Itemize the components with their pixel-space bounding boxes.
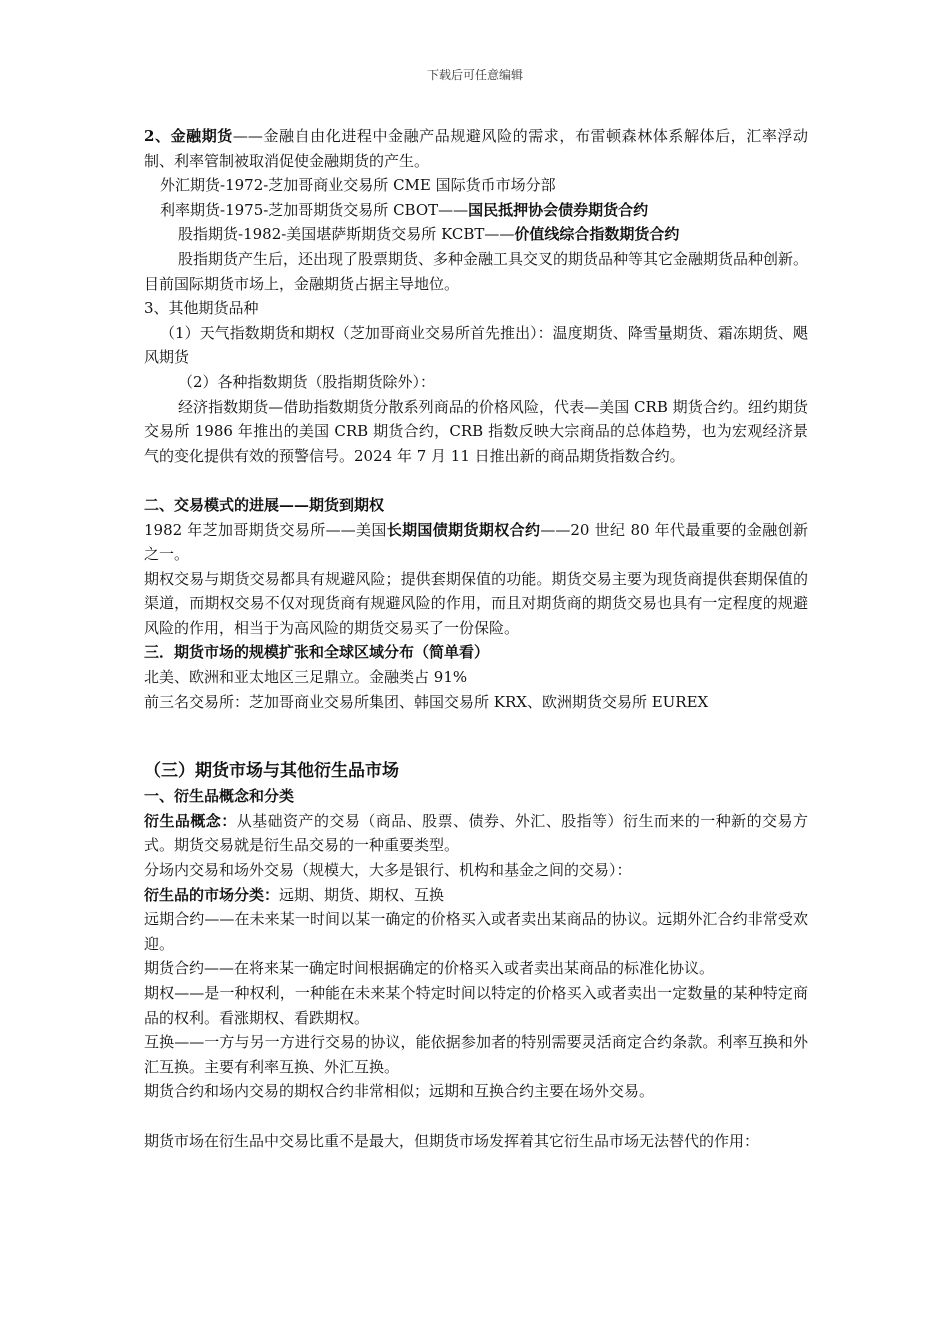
paragraph-exchange-otc: 分场内交易和场外交易（规模大，大多是银行、机构和基金之间的交易）： <box>144 861 632 880</box>
page-header: 下载后可任意编辑 <box>426 68 523 82</box>
heading-financial-futures: 2、金融期货 <box>144 127 233 145</box>
document-body <box>144 124 808 1153</box>
paragraph-options-1982: 1982 年芝加哥期货交易所——美国长期国债期货期权合约——20 世纪 80 年代最重要的金融创新之一。 <box>144 520 808 564</box>
paragraph-weather-futures: （1）天气指数期货和期权（芝加哥商业交易所首先推出）：温度期货、降雪量期货、霜冻期货、飓风期货 <box>144 323 808 367</box>
paragraph-futures-contract: 期货合约——在将来某一确定时间根据确定的价格买入或者卖出某商品的标准化协议。 <box>144 959 715 978</box>
heading-market-scale: 三．期货市场的规模扩张和全球区域分布（简单看） <box>144 643 490 662</box>
paragraph-comparison: 期货合约和场内交易的期权合约非常相似；远期和互换合约主要在场外交易。 <box>144 1082 655 1101</box>
paragraph-market-classification: 衍生品的市场分类：远期、期货、期权、互换 <box>144 885 445 904</box>
paragraph-financial-futures: 2、金融期货——金融自由化进程中金融产品规避风险的需求，布雷顿森林体系解体后，汇率浮动制、利率管制被取消促使金融期货的产生。 <box>144 127 808 170</box>
paragraph-derivative-definition: 衍生品概念：从基础资产的交易（商品、股票、债券、外汇、股指等）衍生而来的一种新的交易方式。期货交易就是衍生品交易的一种重要类型。 <box>144 811 808 855</box>
paragraph-index-futures: 股指期货-1982-美国堪萨斯期货交易所 KCBT——价值线综合指数期货合约 <box>178 225 680 244</box>
heading-other-futures: 3、其他期货品种 <box>144 299 259 318</box>
spacer <box>144 714 808 758</box>
paragraph-regions: 北美、欧洲和亚太地区三足鼎立。金融类占 91% <box>144 668 468 687</box>
paragraph-options-vs-futures: 期权交易与期货交易都具有规避风险；提供套期保值的功能。期货交易主要为现货商提供套期保值的渠道，而期权交易不仅对现货商有规避风险的作用，而且对期货商的期货交易也具有一定程度的规避风险的作用，相当于为高风险的期货交易买了一份保险。 <box>144 569 808 637</box>
spacer <box>144 468 808 493</box>
paragraph-futures-role: 期货市场在衍生品中交易比重不是最大，但期货市场发挥着其它衍生品市场无法替代的作用： <box>144 1131 760 1150</box>
section-title-derivatives: （三）期货市场与其他衍生品市场 <box>144 761 399 782</box>
paragraph-swap: 互换——一方与另一方进行交易的协议，能依据参加者的特别需要灵活商定合约条款。利率互换和外汇互换。主要有利率互换、外汇互换。 <box>144 1033 808 1076</box>
paragraph-economic-index: 经济指数期货—借助指数期货分散系列商品的价格风险，代表—美国 CRB 期货合约。纽约期货交易所 1986 年推出的美国 CRB 期货合约，CRB 指数反映大宗商品的总体趋势，也为宏观经济景气的变化提供有效的预警信号。2024 年 7 月 11 日推出新的商品期货指数合约。 <box>144 397 808 465</box>
heading-trading-mode: 二、交易模式的进展——期货到期权 <box>144 495 385 514</box>
heading-derivative-concept: 一、衍生品概念和分类 <box>144 787 295 806</box>
paragraph-index-types: （2）各种指数期货（股指期货除外）： <box>178 372 436 391</box>
spacer <box>144 1104 808 1129</box>
paragraph-fx-futures: 外汇期货-1972-芝加哥商业交易所 CME 国际货币市场分部 <box>160 176 556 195</box>
paragraph-forward: 远期合约——在未来某一时间以某一确定的价格买入或者卖出某商品的协议。远期外汇合约非常受欢迎。 <box>144 910 808 953</box>
paragraph-rate-futures: 利率期货-1975-芝加哥期货交易所 CBOT——国民抵押协会债券期货合约 <box>160 200 649 219</box>
paragraph-index-futures-note: 股指期货产生后，还出现了股票期货、多种金融工具交叉的期货品种等其它金融期货品种创新。目前国际期货市场上，金融期货占据主导地位。 <box>144 249 809 293</box>
paragraph-option: 期权——是一种权利，一种能在未来某个特定时间以特定的价格买入或者卖出一定数量的某种特定商品的权利。看涨期权、看跌期权。 <box>144 984 808 1027</box>
paragraph-top-exchanges: 前三名交易所：芝加哥商业交易所集团、韩国交易所 KRX、欧洲期货交易所 EUREX <box>144 692 709 711</box>
